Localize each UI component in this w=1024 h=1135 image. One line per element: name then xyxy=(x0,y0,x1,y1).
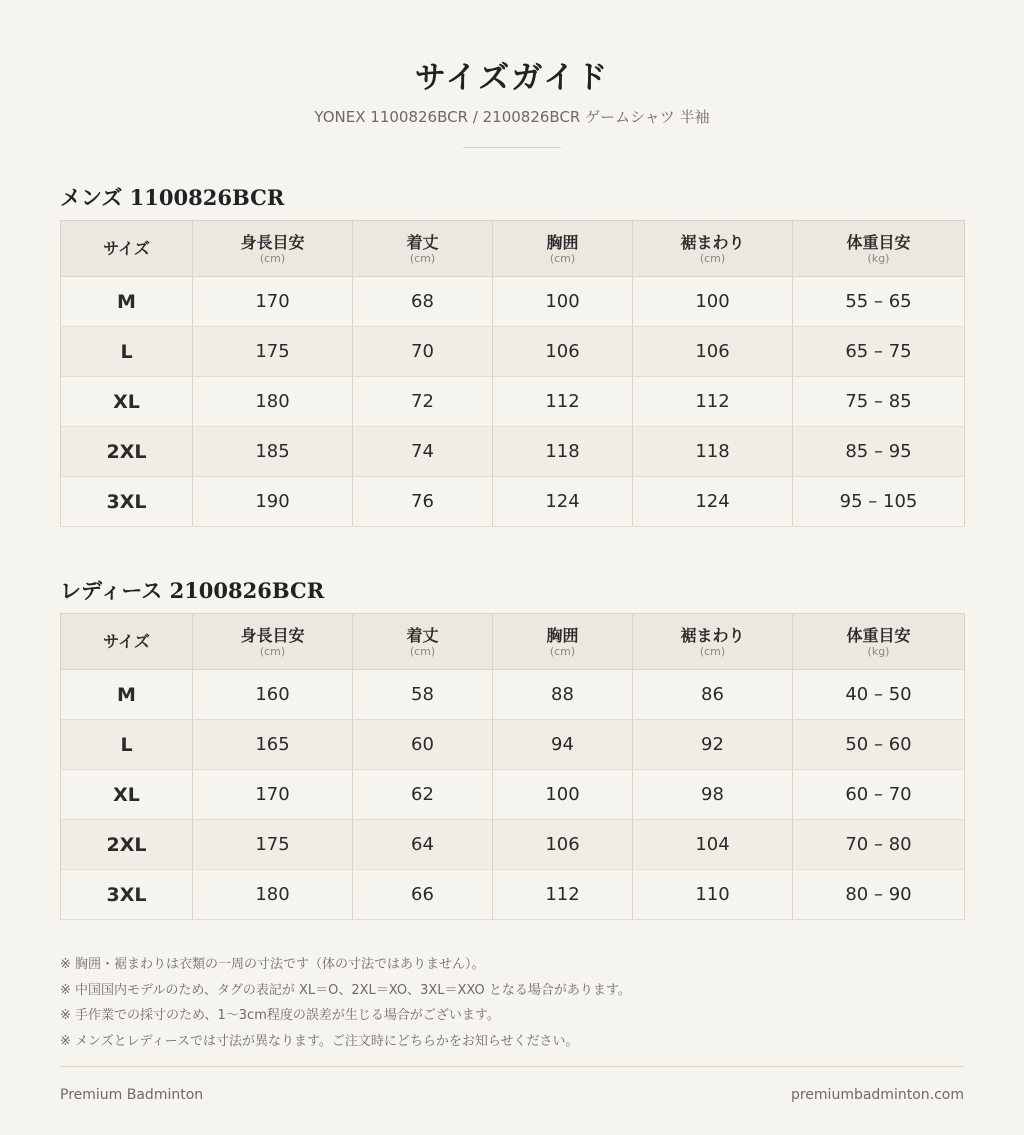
weight-cell: 65 – 75 xyxy=(793,327,965,377)
size-cell: 3XL xyxy=(61,477,193,527)
hem-cell: 104 xyxy=(633,820,793,870)
footer-divider xyxy=(60,1066,964,1067)
chest-cell: 112 xyxy=(493,377,633,427)
table-row xyxy=(61,277,965,327)
table-row xyxy=(61,820,965,870)
chest-cell: 100 xyxy=(493,277,633,327)
hem-cell: 124 xyxy=(633,477,793,527)
length-cell: 62 xyxy=(353,770,493,820)
hem-cell: 106 xyxy=(633,327,793,377)
weight-cell: 75 – 85 xyxy=(793,377,965,427)
table-row xyxy=(61,477,965,527)
table-row xyxy=(61,670,965,720)
column-header-hem: 裾まわり (cm) xyxy=(633,614,793,670)
size-cell: 2XL xyxy=(61,820,193,870)
height-cell: 190 xyxy=(193,477,353,527)
page-subtitle: YONEX 1100826BCR / 2100826BCR ゲームシャツ 半袖 xyxy=(314,108,710,126)
mens-section-title: メンズ 1100826BCR xyxy=(60,185,285,210)
chest-cell: 106 xyxy=(493,820,633,870)
length-cell: 72 xyxy=(353,377,493,427)
column-header-weight: 体重目安 (kg) xyxy=(793,221,965,277)
length-cell: 58 xyxy=(353,670,493,720)
footer-brand: Premium Badminton xyxy=(60,1087,204,1103)
weight-cell: 50 – 60 xyxy=(793,720,965,770)
length-cell: 76 xyxy=(353,477,493,527)
hem-cell: 86 xyxy=(633,670,793,720)
size-cell: 3XL xyxy=(61,870,193,920)
table-row xyxy=(61,720,965,770)
column-header-size: サイズ xyxy=(61,614,193,670)
table-row xyxy=(61,327,965,377)
size-cell: XL xyxy=(61,770,193,820)
table-row xyxy=(61,870,965,920)
header-divider xyxy=(463,147,561,148)
table-row xyxy=(61,770,965,820)
ladies-section xyxy=(60,574,964,920)
notes xyxy=(60,952,964,1054)
column-header-chest: 胸囲 (cm) xyxy=(493,614,633,670)
weight-cell: 85 – 95 xyxy=(793,427,965,477)
column-header-weight: 体重目安 (kg) xyxy=(793,614,965,670)
length-cell: 66 xyxy=(353,870,493,920)
mens-table-body xyxy=(61,277,965,527)
length-cell: 64 xyxy=(353,820,493,870)
ladies-table-body xyxy=(61,670,965,920)
column-header-size: サイズ xyxy=(61,221,193,277)
hem-cell: 112 xyxy=(633,377,793,427)
height-cell: 180 xyxy=(193,870,353,920)
chest-cell: 118 xyxy=(493,427,633,477)
weight-cell: 60 – 70 xyxy=(793,770,965,820)
chest-cell: 112 xyxy=(493,870,633,920)
length-cell: 60 xyxy=(353,720,493,770)
length-cell: 74 xyxy=(353,427,493,477)
table-row xyxy=(61,427,965,477)
height-cell: 165 xyxy=(193,720,353,770)
hem-cell: 92 xyxy=(633,720,793,770)
weight-cell: 70 – 80 xyxy=(793,820,965,870)
page-header xyxy=(0,0,1024,148)
ladies-table-header xyxy=(61,614,965,670)
chest-cell: 124 xyxy=(493,477,633,527)
weight-cell: 80 – 90 xyxy=(793,870,965,920)
weight-cell: 40 – 50 xyxy=(793,670,965,720)
note-item: ※ メンズとレディースでは寸法が異なります。ご注文時にどちらかをお知らせください。 xyxy=(60,1033,579,1049)
size-cell: M xyxy=(61,670,193,720)
note-item: ※ 中国国内モデルのため、タグの表記が XL＝O、2XL＝XO、3XL＝XXO となる場合があります。 xyxy=(60,982,631,998)
chest-cell: 106 xyxy=(493,327,633,377)
size-cell: L xyxy=(61,327,193,377)
height-cell: 185 xyxy=(193,427,353,477)
hem-cell: 98 xyxy=(633,770,793,820)
chest-cell: 88 xyxy=(493,670,633,720)
height-cell: 175 xyxy=(193,327,353,377)
footer-website: premiumbadminton.com xyxy=(790,1087,964,1103)
size-cell: M xyxy=(61,277,193,327)
page-title: サイズガイド xyxy=(414,60,610,96)
note-item: ※ 手作業での採寸のため、1〜3cm程度の誤差が生じる場合がございます。 xyxy=(60,1008,500,1023)
column-header-length: 着丈 (cm) xyxy=(353,614,493,670)
height-cell: 170 xyxy=(193,770,353,820)
hem-cell: 100 xyxy=(633,277,793,327)
table-row xyxy=(61,377,965,427)
ladies-section-title: レディース 2100826BCR xyxy=(60,578,325,603)
hem-cell: 110 xyxy=(633,870,793,920)
column-header-height: 身長目安 (cm) xyxy=(193,221,353,277)
column-header-chest: 胸囲 (cm) xyxy=(493,221,633,277)
size-cell: XL xyxy=(61,377,193,427)
mens-size-table xyxy=(60,220,965,527)
weight-cell: 55 – 65 xyxy=(793,277,965,327)
chest-cell: 100 xyxy=(493,770,633,820)
height-cell: 170 xyxy=(193,277,353,327)
height-cell: 175 xyxy=(193,820,353,870)
size-cell: 2XL xyxy=(61,427,193,477)
column-header-height: 身長目安 (cm) xyxy=(193,614,353,670)
mens-section xyxy=(60,181,964,527)
length-cell: 68 xyxy=(353,277,493,327)
column-header-length: 着丈 (cm) xyxy=(353,221,493,277)
hem-cell: 118 xyxy=(633,427,793,477)
chest-cell: 94 xyxy=(493,720,633,770)
weight-cell: 95 – 105 xyxy=(793,477,965,527)
mens-table-header xyxy=(61,221,965,277)
height-cell: 180 xyxy=(193,377,353,427)
column-header-hem: 裾まわり (cm) xyxy=(633,221,793,277)
height-cell: 160 xyxy=(193,670,353,720)
length-cell: 70 xyxy=(353,327,493,377)
ladies-size-table xyxy=(60,613,965,920)
size-cell: L xyxy=(61,720,193,770)
note-item: ※ 胸囲・裾まわりは衣類の一周の寸法です（体の寸法ではありません）。 xyxy=(60,957,485,972)
